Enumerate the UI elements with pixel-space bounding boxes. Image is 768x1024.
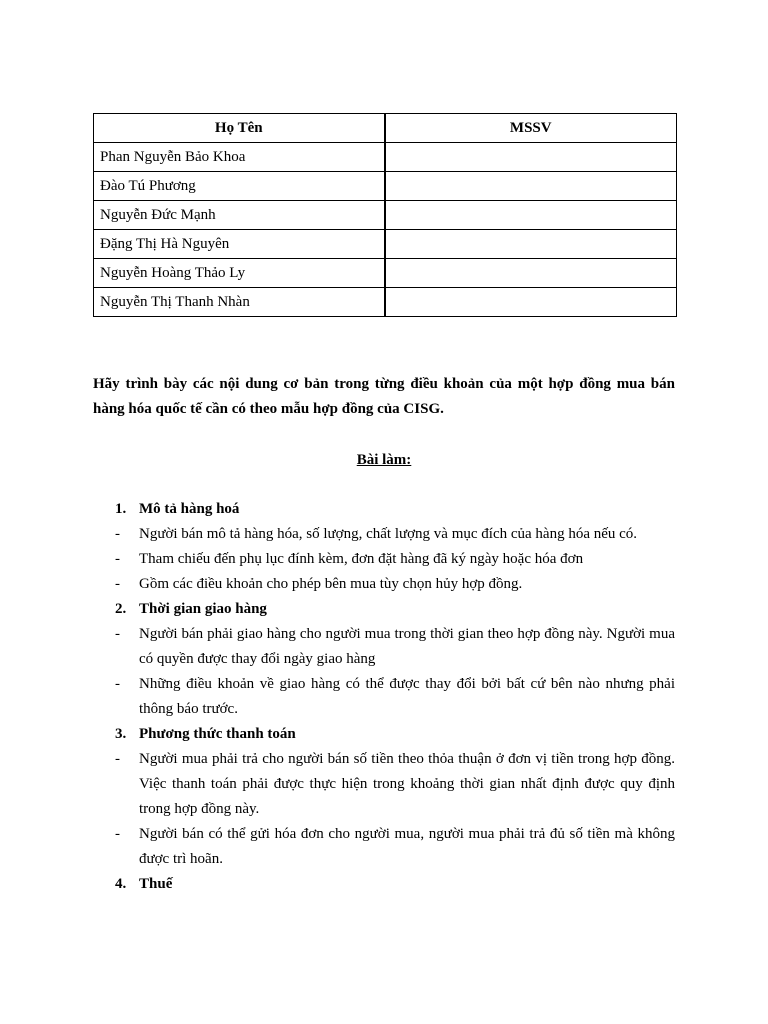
student-mssv-cell — [385, 230, 677, 259]
table-row — [94, 143, 677, 172]
list-item — [93, 547, 675, 572]
bullet-dash: - — [115, 576, 120, 592]
table-row — [94, 259, 677, 288]
table-row — [94, 288, 677, 317]
list-item — [93, 822, 675, 872]
list-item-text: Những điều khoản về giao hàng có thể được thay đổi bởi bất cứ bên nào nhưng phải thông báo trước. — [139, 676, 675, 717]
section-title: Mô tả hàng hoá — [139, 501, 240, 517]
student-name-cell: Phan Nguyễn Bảo Khoa — [94, 143, 385, 172]
student-name-cell: Nguyễn Hoàng Thảo Ly — [94, 259, 385, 288]
list-item-text: Người bán phải giao hàng cho người mua trong thời gian theo hợp đồng này. Người mua có quyền được thay đổi ngày giao hàng — [139, 626, 675, 667]
bullet-dash: - — [115, 676, 120, 692]
table-row — [94, 230, 677, 259]
section-heading — [93, 497, 675, 522]
section-heading — [93, 597, 675, 622]
list-item-text: Người mua phải trả cho người bán số tiền theo thỏa thuận ở đơn vị tiền trong hợp đồng. Việc thanh toán phải được thực hiện trong khoảng thời gian nhất định được quy định trong hợp đồng này. — [139, 751, 675, 817]
section-number: 4. — [115, 876, 127, 892]
student-name-cell: Đào Tú Phương — [94, 172, 385, 201]
list-item-text: Người bán mô tả hàng hóa, số lượng, chất lượng và mục đích của hàng hóa nếu có. — [139, 526, 638, 542]
answer-heading: Bài làm: — [356, 452, 412, 468]
list-item-text: Gồm các điều khoản cho phép bên mua tùy chọn hủy hợp đồng. — [139, 576, 523, 592]
bullet-dash: - — [115, 626, 120, 642]
list-item — [93, 622, 675, 672]
table-row — [94, 201, 677, 230]
student-name-cell: Đặng Thị Hà Nguyên — [94, 230, 385, 259]
table-row — [94, 172, 677, 201]
student-name-cell: Nguyễn Thị Thanh Nhàn — [94, 288, 385, 317]
list-item — [93, 572, 675, 597]
bullet-dash: - — [115, 826, 120, 842]
section-title: Phương thức thanh toán — [139, 726, 296, 742]
table-header-row — [94, 114, 677, 143]
section-number: 3. — [115, 726, 127, 742]
section-heading — [93, 872, 675, 897]
list-item-text: Người bán có thể gửi hóa đơn cho người mua, người mua phải trả đủ số tiền mà không được trì hoãn. — [139, 826, 675, 867]
list-item — [93, 522, 675, 547]
student-mssv-cell — [385, 143, 677, 172]
list-item — [93, 747, 675, 822]
student-table — [93, 113, 677, 317]
student-mssv-cell — [385, 172, 677, 201]
bullet-dash: - — [115, 526, 120, 542]
name-column-header: Họ Tên — [94, 114, 385, 143]
bullet-dash: - — [115, 751, 120, 767]
assignment-question: Hãy trình bày các nội dung cơ bản trong từng điều khoản của một hợp đồng mua bán hàng hóa quốc tế cần có theo mẫu hợp đồng của CISG. — [93, 376, 675, 417]
list-item — [93, 672, 675, 722]
list-item-text: Tham chiếu đến phụ lục đính kèm, đơn đặt hàng đã ký ngày hoặc hóa đơn — [139, 551, 584, 567]
answer-body — [93, 497, 675, 897]
section-number: 2. — [115, 601, 127, 617]
student-mssv-cell — [385, 259, 677, 288]
mssv-column-header: MSSV — [385, 114, 677, 143]
section-title: Thuế — [139, 876, 173, 892]
section-number: 1. — [115, 501, 127, 517]
student-mssv-cell — [385, 201, 677, 230]
section-title: Thời gian giao hàng — [139, 601, 267, 617]
bullet-dash: - — [115, 551, 120, 567]
student-mssv-cell — [385, 288, 677, 317]
section-heading — [93, 722, 675, 747]
student-name-cell: Nguyễn Đức Mạnh — [94, 201, 385, 230]
